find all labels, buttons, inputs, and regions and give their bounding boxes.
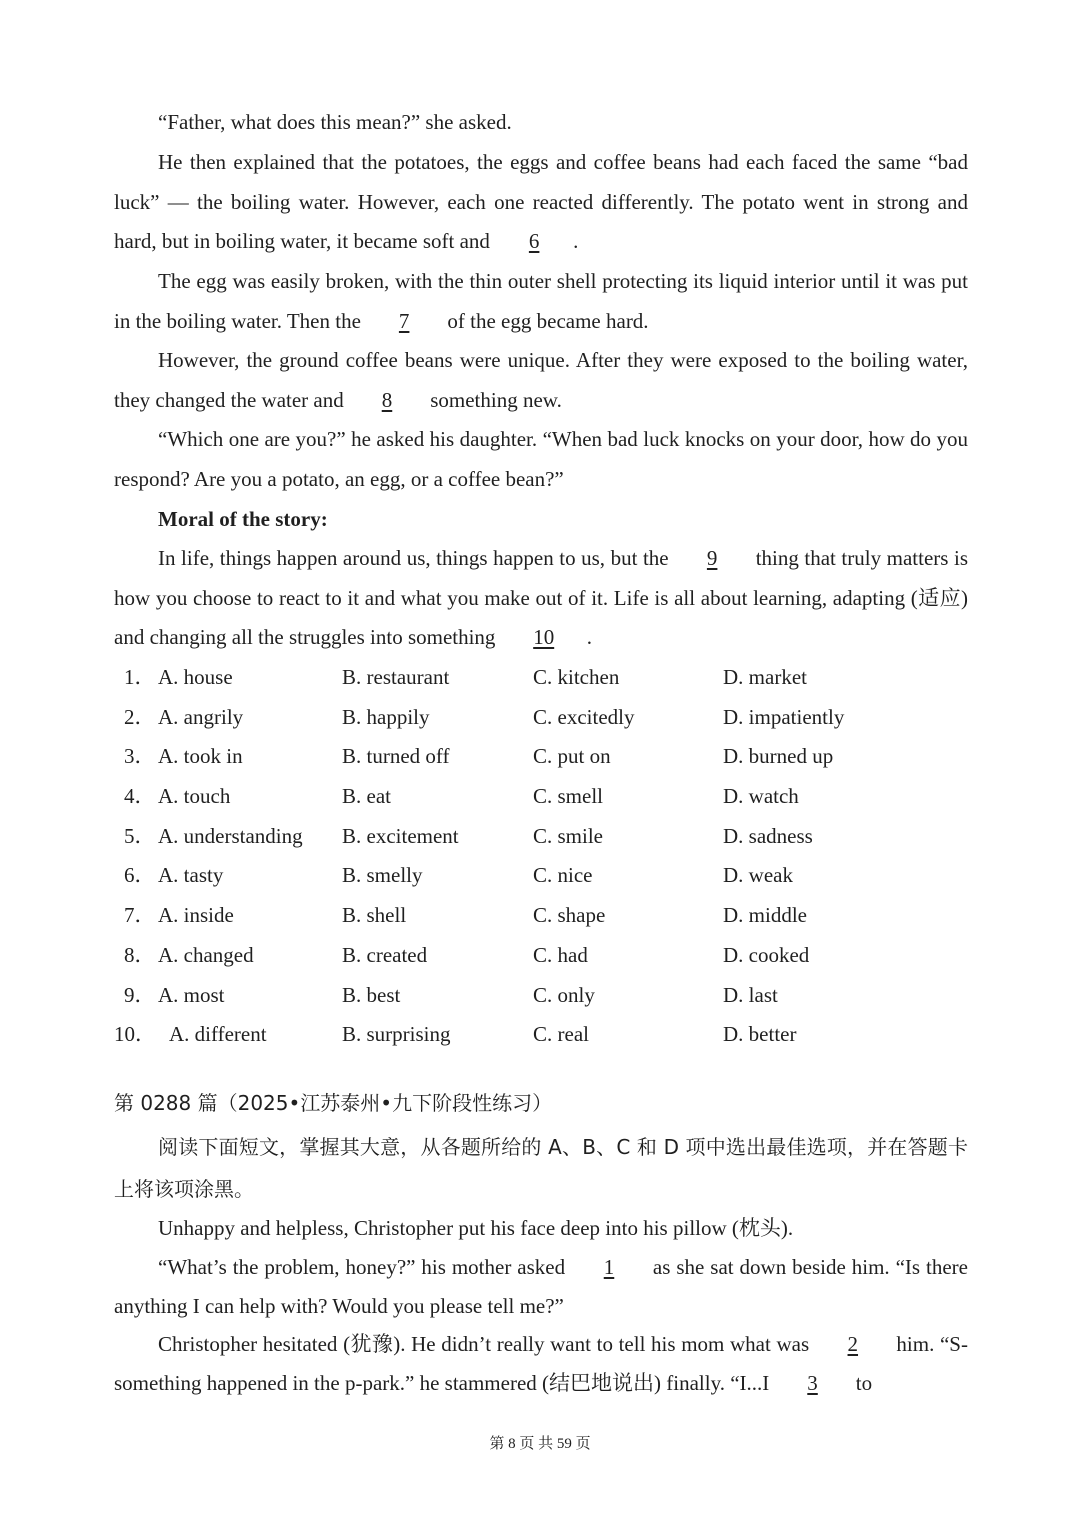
option-c[interactable]: C. real (533, 1022, 589, 1047)
option-d[interactable]: D. better (723, 1022, 797, 1047)
paragraph-text: as she sat down beside him. “Is there anything I can help with? Would you please tell me?” (114, 1255, 968, 1318)
option-c[interactable]: C. kitchen (533, 665, 620, 689)
paragraph-text: to (850, 1370, 873, 1395)
option-a[interactable]: A. inside (158, 903, 234, 928)
option-a[interactable]: A. angrily (158, 704, 244, 729)
question-number: 4． (124, 784, 156, 809)
blank-10[interactable]: 10 (533, 625, 555, 650)
paragraph-text: However, the ground coffee beans were unique. After they were exposed to the boiling water, they changed the water and (114, 348, 968, 412)
question-row (114, 698, 974, 738)
option-b[interactable]: B. eat (342, 784, 391, 809)
question-number: 8． (124, 942, 156, 967)
option-a[interactable]: A. understanding (158, 823, 303, 848)
option-b[interactable]: B. restaurant (342, 665, 450, 689)
section-instruction (114, 1126, 968, 1210)
blank-3[interactable]: 3 (807, 1370, 818, 1395)
question-number: 7． (124, 903, 156, 928)
question-number: 6． (124, 863, 156, 888)
option-d[interactable]: D. burned up (723, 744, 834, 769)
question-row (114, 817, 974, 857)
paragraph-1 (114, 103, 968, 143)
option-a[interactable]: A. house (158, 665, 233, 689)
question-number: 2． (124, 704, 156, 729)
option-c[interactable]: C. excitedly (533, 704, 635, 729)
option-b[interactable]: B. happily (342, 704, 430, 729)
option-c[interactable]: C. smile (533, 823, 604, 848)
option-d[interactable]: D. impatiently (723, 704, 845, 729)
option-d[interactable]: D. middle (723, 903, 807, 928)
option-d[interactable]: D. cooked (723, 942, 810, 967)
question-row (114, 936, 974, 976)
question-number: 9． (124, 982, 156, 1007)
blank-6[interactable]: 6 (528, 229, 540, 254)
option-c[interactable]: C. nice (533, 863, 593, 888)
question-number: 1． (124, 665, 156, 689)
paragraph-text: The egg was easily broken, with the thin outer shell protecting its liquid interior until it was put in the boiling water. Then the (114, 269, 968, 333)
option-a[interactable]: A. tasty (158, 863, 224, 888)
paragraph-text: “Father, what does this mean?” she asked. (158, 110, 512, 134)
blank-8[interactable]: 8 (381, 387, 393, 412)
blank-9[interactable]: 9 (706, 546, 718, 570)
option-b[interactable]: B. excitement (342, 823, 459, 848)
passage2-paragraph-2 (114, 1248, 968, 1325)
option-b[interactable]: B. shell (342, 903, 407, 928)
option-d[interactable]: D. sadness (723, 823, 813, 848)
option-b[interactable]: B. best (342, 982, 401, 1007)
paragraph-text: Christopher hesitated (犹豫). He didn’t really want to tell his mom what was (158, 1332, 815, 1356)
option-b[interactable]: B. created (342, 942, 428, 967)
section-title: 第 0288 篇（2025•江苏泰州•九下阶段性练习） (114, 1091, 553, 1115)
instruction-text: 阅读下面短文，掌握其大意，从各题所给的 A、B、C 和 D 项中选出最佳选项，并在答题卡上将该项涂黑。 (114, 1135, 968, 1201)
options-list (114, 658, 974, 1055)
option-a[interactable]: A. changed (158, 942, 254, 967)
option-a[interactable]: A. took in (158, 744, 243, 769)
option-c[interactable]: C. smell (533, 784, 604, 809)
question-number: 3． (124, 744, 156, 769)
paragraph-text: Unhappy and helpless, Christopher put his face deep into his pillow (枕头). (158, 1216, 794, 1240)
question-row (114, 737, 974, 777)
blank-2[interactable]: 2 (847, 1332, 859, 1356)
paragraph-text: “What’s the problem, honey?” his mother asked (158, 1255, 571, 1279)
question-row (114, 896, 974, 936)
paragraph-text: something new. (424, 387, 562, 412)
paragraph-3 (114, 262, 968, 341)
option-d[interactable]: D. watch (723, 784, 799, 809)
paragraph-6 (114, 539, 968, 658)
question-row (114, 856, 974, 896)
paragraph-text: him. “S-something happened in the p-park.” he stammered (结巴地说出) finally. “I...I (114, 1332, 968, 1395)
paragraph-text: of the egg became hard. (442, 308, 649, 333)
option-b[interactable]: B. surprising (342, 1022, 451, 1047)
paragraph-text: . (586, 625, 592, 650)
paragraph-5 (114, 420, 968, 499)
paragraph-text: thing that truly matters is how you choose to react to it and what you make out of it. Life is all about learning, adapting (适应) and changing all the struggles into something (114, 546, 968, 650)
option-c[interactable]: C. had (533, 942, 588, 967)
paragraph-2 (114, 143, 968, 262)
option-c[interactable]: C. shape (533, 903, 606, 928)
paragraph-text: . (573, 229, 579, 254)
paragraph-text: In life, things happen around us, things happen to us, but the (158, 546, 675, 570)
option-b[interactable]: B. turned off (342, 744, 450, 769)
question-row (114, 976, 974, 1016)
option-c[interactable]: C. only (533, 982, 595, 1007)
option-d[interactable]: D. last (723, 982, 778, 1007)
option-d[interactable]: D. weak (723, 863, 793, 888)
page-footer: 第 8 页 共 59 页 (489, 1436, 591, 1452)
passage2-paragraph-1 (114, 1209, 968, 1248)
blank-1[interactable]: 1 (603, 1255, 615, 1279)
option-b[interactable]: B. smelly (342, 863, 423, 888)
option-a[interactable]: A. touch (158, 784, 231, 809)
question-number: 5． (124, 823, 156, 848)
question-row (114, 658, 974, 698)
question-row (114, 777, 974, 817)
question-row (114, 1015, 974, 1055)
paragraph-text: “Which one are you?” he asked his daughter. “When bad luck knocks on your door, how do you respond? Are you a potato, an egg, or a coffee bean?” (114, 427, 968, 491)
passage2-paragraph-3 (114, 1325, 968, 1402)
option-d[interactable]: D. market (723, 665, 807, 689)
blank-7[interactable]: 7 (398, 308, 410, 333)
question-number: 10． (114, 1022, 156, 1047)
option-c[interactable]: C. put on (533, 744, 611, 769)
option-a[interactable]: A. different (169, 1022, 267, 1047)
paragraph-4 (114, 341, 968, 420)
paragraph-text: He then explained that the potatoes, the eggs and coffee beans had each faced the same “bad luck” — the boiling water. However, each one reacted differently. The potato went in strong and hard, but in boiling water, it became soft and (114, 150, 968, 254)
moral-heading: Moral of the story: (158, 507, 328, 531)
option-a[interactable]: A. most (158, 982, 225, 1007)
